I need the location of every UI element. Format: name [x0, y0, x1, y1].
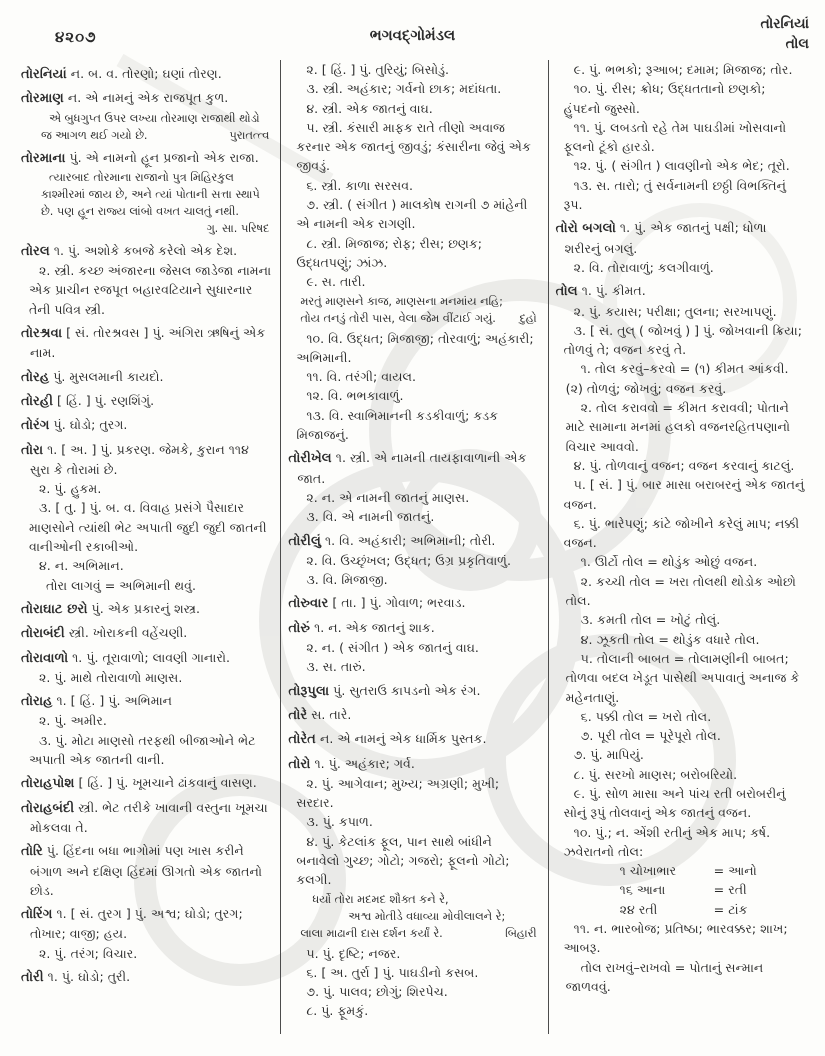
- dictionary-entry: [21, 967, 271, 987]
- definition-text: ૧૧. ન. ભારબોજ; પ્રતિષ્ઠા; ભારવક્કર; શાખ; આબરૂ.: [563, 921, 788, 956]
- definition-text: ૧૨. વિ. ભભકાવાળું.: [306, 388, 404, 404]
- definition-text: ૧. [ સં. તુરગ ] પું. અશ્વ; ઘોડો; તુરગ; તોખાર; વાજી; હય.: [30, 906, 243, 942]
- sense-item: [288, 570, 538, 589]
- sense-item: [556, 302, 806, 321]
- definition-text: તોલ રાખવું–રાખવો = પોતાનું સન્માન જાળવવું.: [565, 959, 764, 994]
- verse-quote: [296, 293, 536, 327]
- headword: તોરેત: [288, 732, 316, 748]
- sense-item: [556, 321, 806, 360]
- text-line: [556, 842, 806, 861]
- headword: તોરે: [288, 707, 308, 723]
- guide-word-last: તોલ: [785, 36, 809, 52]
- definition-text: સ. તારે.: [311, 706, 352, 722]
- headword: તોરશ્રવા: [21, 326, 63, 342]
- definition-text: ૨. વિ. તોરાવાળું; કલગીવાળું.: [573, 259, 714, 275]
- dictionary-entry: [21, 648, 271, 668]
- dictionary-entry: [556, 281, 806, 301]
- definition-text: [ તા. ] પું. ગોવાળ; ભરવાડ.: [332, 595, 466, 611]
- column-2: [281, 58, 547, 1048]
- sense-item: [21, 261, 271, 319]
- definition-text: ૬. [ અ. તુર્રા ] પું. પાઘડીનો કસબ.: [306, 964, 479, 980]
- headword: તોરા: [21, 442, 44, 458]
- sense-item: [288, 1001, 538, 1020]
- headword: તોરિ: [21, 844, 43, 860]
- definition-text: ૨. ન. ( સંગીત ) એક જાતનું વાઘ.: [306, 640, 479, 656]
- table-left-cell: ૧ ચોખાભાર: [619, 863, 677, 879]
- definition-text: ન. બ. વ. તોરણો; ઘણાં તોરણ.: [70, 66, 222, 81]
- dictionary-entry: [21, 148, 271, 168]
- definition-text: ૩. વિ. એ નામની જાતનું.: [306, 509, 435, 525]
- verse-line: ધર્યો તોરા મદમદ શૌક્ત કને રે,: [312, 892, 449, 906]
- definition-text: ૮. પું. સરખો માણસ; બરોબરિયો.: [573, 766, 738, 782]
- definition-text: ૮. સ્ત્રી. મિજાજ; રોફ; રીસ; છણક; ઉદ્ધતપણું; ઝાંઝ.: [296, 235, 483, 270]
- guide-word-first: તોરનિયાં: [760, 16, 809, 32]
- definition-text: ૫. [ સં. ] પું. બાર માસા બરાબરનું એક જાતનું વજન.: [563, 477, 805, 512]
- definition-text: ૭. પૂરી તોલ = પૂરેપૂરો તોલ.: [580, 728, 721, 744]
- dictionary-entry: [21, 88, 271, 108]
- sense-item: [288, 99, 538, 118]
- definition-text: ૧૧. વિ. તરંગી; વાયલ.: [306, 369, 417, 385]
- sense-item: [556, 784, 806, 823]
- verse-line: મરતું માણસને કાજ, માણસના મનમાંય નહિ;: [300, 294, 503, 308]
- definition-text: ૧. વિ. અહંકારી; અભિમાની; તોરી.: [324, 532, 496, 548]
- headword: તોરાહપોશ: [21, 776, 75, 792]
- sense-item: [21, 944, 271, 963]
- definition-text: ૨. પું. માથે તોરાવાળો માણસ.: [39, 669, 183, 685]
- definition-text: ૧. [ અ. ] પું. પ્રકરણ. જેમકે, કુરાન ૧૧૪ સુરા કે તોરામાં છે.: [30, 441, 249, 477]
- definition-text: ૩. સ. તારું.: [306, 659, 366, 675]
- definition-text: સ્ત્રી. ભેટ તરીકે ખાવાની વસ્તુના ખૂમચા મોકલવા તે.: [30, 799, 268, 835]
- definition-text: ૧. ન. એક જાતનું શાક.: [314, 619, 435, 635]
- sense-item: [556, 156, 806, 175]
- definition-text: [ સં. તોરશ્રવસ ] પું. અંગિરા ઋષિનું એક નામ.: [30, 325, 266, 361]
- definition-text: તોરા લાગવું = અભિમાની થવું.: [46, 577, 196, 593]
- column-1: [14, 58, 280, 1048]
- dictionary-entry: [288, 593, 538, 613]
- idiom-definition: [556, 572, 806, 611]
- sense-item: [288, 812, 538, 831]
- definition-text: ૧. સ્ત્રી. એ નામની તાયફાવાળાની એક જાત.: [297, 450, 527, 486]
- dictionary-entry: [288, 754, 538, 774]
- definition-text: ૫. તોલાની બાબત = તોલામણીની બાબત; તોળવા બદલ ખેડૂત પાસેથી અપાવાતું અનાજ કે મહેનતાણું.: [565, 650, 800, 705]
- headword: તોરો બગલો: [555, 221, 616, 237]
- dictionary-entry: [21, 440, 271, 480]
- sense-item: [21, 668, 271, 687]
- sense-item: [288, 944, 538, 963]
- definition-text: ૧. ઊર્ટો તોલ = થોડુંક ઓછું વજન.: [580, 554, 758, 570]
- sense-item: [556, 823, 806, 842]
- definition-text: પું. હિંદના બધા ભાગોમાં પણ ખાસ કરીને બંગાળ અને દક્ષિણ હિંદમાં ઊગતો એક જાતનો છોડ.: [30, 843, 263, 898]
- headword: તોરહી: [21, 393, 54, 409]
- sense-item: [288, 195, 538, 234]
- guide-words: [760, 14, 809, 54]
- dictionary-entry: [288, 705, 538, 725]
- sense-item: [556, 745, 806, 764]
- definition-text: ૩. વિ. મિજાજી.: [306, 572, 388, 588]
- idiom-definition: [556, 610, 806, 629]
- dictionary-entry: [21, 691, 271, 711]
- verse-line: અશ્વ મોતીડે વધાવ્યા મોવીલાલને રે;: [348, 909, 506, 923]
- dictionary-entry: [288, 448, 538, 488]
- verse-line: લાલા માઢાની દાસ દર્શન કર્યાં રે.: [300, 926, 443, 940]
- definition-text: ૩. [ સં. તુલ્ ( જોખવું ) ] પું. જોખવાની ક્રિયા; તોળવું તે; વજન કરવું તે.: [563, 322, 802, 358]
- dictionary-entry: [288, 618, 538, 638]
- definition-text: ૬. પક્કી તોલ = ખરો તોલ.: [580, 708, 712, 724]
- table-left-cell: ૧૬ આના: [619, 882, 666, 898]
- definition-text: એ બુધગુપ્ત ઉપર લખ્યા તોરમાણ રાજાથી થોડો જ આગળ થઈ ગયો છે.: [41, 111, 260, 142]
- definition-text: ૧. પું. ઘોડો; તુરી.: [47, 968, 131, 984]
- sense-item: [288, 329, 538, 368]
- headword: તોરંગ: [21, 418, 50, 434]
- sense-item: [556, 456, 806, 475]
- definition-text: ૧૩. સ. તારો; તું સર્વનામની છઠ્ઠી વિભક્તિનું રૂપ.: [563, 177, 786, 213]
- sense-item: [556, 118, 806, 157]
- definition-text: ૧૨. પું. ( સંગીત ) લાવણીનો એક ભેદ; તૂરો.: [573, 158, 790, 174]
- definition-text: [ હિં. ] પું. ખૂમચાને ઢાંકવાનું વાસણ.: [78, 775, 257, 791]
- sense-item: [556, 79, 806, 118]
- headword: તોરી: [21, 969, 44, 985]
- definition-text: ૨. પું. અમીર.: [39, 713, 107, 729]
- idiom-definition: [556, 649, 806, 707]
- definition-text: ૧. પું. અહંકાર; ગર્વ.: [314, 755, 415, 771]
- headword: તોરો: [288, 756, 311, 772]
- definition-text: ૪. પું. કેટલાંક ફૂલ, પાન સાથે બાંધીને બનાવેલો ગુચ્છ; ગોટો; ગજરો; ફૂલનો ગોટો; કલગી.: [296, 833, 510, 888]
- definition-text: ૨. પું. આગેવાન; મુખ્ય; અગ્રણી; મુખી; સરદાર.: [296, 775, 500, 811]
- definition-text: ૪. સ્ત્રી. એક જાતનું વાઘ.: [306, 100, 433, 116]
- sense-item: [288, 832, 538, 890]
- dictionary-entry: [288, 729, 538, 749]
- dictionary-entry: [21, 391, 271, 411]
- definition-text: ૧. પું. એક જાતનું પક્ષી; ધોળા શરીરનું બગલું.: [564, 220, 767, 256]
- dictionary-entry: [21, 323, 271, 363]
- definition-text: ૧૦. વિ. ઉદ્ધત; મિજાજી; તોરવાળું; અહંકારી; અભિમાની.: [296, 330, 534, 365]
- table-right-cell: = આનો: [713, 863, 757, 879]
- definition-text: ૧. તોલ કરવું–કરવો = (૧) કીમત આંકવી. (૨) તોળવું; જોખવું; વજન કરવું.: [565, 361, 789, 396]
- verse-line: તોય તનડું તોરી પાસ, વેલા જેમ વીંટાઈ ગયું.: [300, 311, 496, 325]
- headword: તોરમાના: [21, 150, 66, 166]
- definition-text: ૨. વિ. ઉચ્છૃંખલ; ઉદ્ધત; ઉગ્ર પ્રકૃતિવાળું.: [306, 552, 511, 568]
- dictionary-entry: [21, 773, 271, 793]
- definition-text: ૪. ન. અભિમાન.: [39, 558, 124, 574]
- sense-item: [288, 507, 538, 526]
- definition-text: ૨. સ્ત્રી. કચ્છ અંજારના જેસલ જાડેજા નામના એક પ્રાચીન રજપૂત બહારવટિયાને સુધારનાર તેની પવિત્ર સ્ત્રી.: [29, 263, 272, 317]
- definition-text: ૩. પું. કપાળ.: [306, 814, 373, 830]
- dictionary-entry: [21, 367, 271, 387]
- definition-text: પું. ઘોડો; તુરગ.: [53, 417, 128, 433]
- definition-text: ન. એ નામનું એક રાજપૂત કુળ.: [67, 90, 229, 106]
- attribution: પુરાતત્ત્વ: [229, 128, 270, 142]
- definition-text: ૮. પું. ફૂમકું.: [306, 1003, 369, 1019]
- sense-item: [288, 406, 538, 445]
- headword: તોરનિયાં: [21, 67, 67, 82]
- sense-item: [288, 234, 538, 273]
- table-left-cell: ૨૪ રતી: [619, 901, 658, 917]
- definition-text: ૨. કચ્ચી તોલ = ખરા તોલથી થોડોક ઓછો તોલ.: [565, 573, 796, 609]
- headword: તોરૂપુલા: [288, 683, 330, 699]
- idiom-definition: [556, 707, 806, 726]
- citation-note: [41, 110, 269, 144]
- definition-text: ૫. સ્ત્રી. કંસારી માફક રાતે તીણો અવાજ કરનાર એક જાતનું જીવડું; કંસારીના જેવું એક જીવડું.: [296, 119, 531, 174]
- definition-text: ૨. [ હિં. ] પું. તુરિયું; બિસોડું.: [306, 62, 450, 77]
- sense-item: [556, 176, 806, 215]
- dictionary-entry: [21, 64, 271, 84]
- sense-item: [288, 551, 538, 570]
- sense-item: [21, 711, 271, 730]
- idiom-definition: [556, 552, 806, 571]
- definition-text: ૩. પું. મોટા માણસો તરફથી બીજાઓને ભેટ અપાતી એક જાતની વાની.: [29, 732, 256, 768]
- dictionary-entry: [21, 415, 271, 435]
- sense-item: [21, 556, 271, 575]
- weight-table-row: [556, 880, 806, 899]
- page-header: [0, 10, 825, 60]
- sense-item: [556, 258, 806, 277]
- dictionary-entry: [21, 841, 271, 900]
- definition-text: [ હિં. ] પું. રણશિંગું.: [57, 392, 155, 408]
- definition-text: ૨. પું. કયાસ; પરીક્ષા; તુલના; સરખાપણું.: [573, 303, 777, 319]
- definition-text: સ્ત્રી. ખોરાકની વહેંચણી.: [68, 625, 188, 641]
- dictionary-entry: [288, 681, 538, 701]
- citation-note: [41, 169, 269, 237]
- sense-item: [288, 982, 538, 1001]
- sense-item: [288, 774, 538, 813]
- headword: તોરાવાળો: [21, 650, 69, 666]
- headword: તોરિંગ: [21, 907, 53, 923]
- sense-item: [556, 765, 806, 784]
- text-columns: [14, 58, 815, 1048]
- sense-item: [556, 514, 806, 553]
- sense-item: [288, 638, 538, 657]
- sense-item: [21, 479, 271, 498]
- definition-text: ૧૧. પું. લબડતો રહે તેમ પાઘડીમાં ખોસવાનો ફૂલનો ટૂંકો હારડો.: [563, 119, 787, 155]
- headword: તોરાહબંદી: [21, 800, 75, 816]
- sense-item: [288, 272, 538, 291]
- definition-text: ૪. ઝૂકતી તોલ = થોડુંક વધારે તોલ.: [580, 631, 760, 647]
- definition-text: ૭. પું. પાલવ; છોગું; શિરપેચ.: [306, 984, 448, 1000]
- definition-text: ૩. સ્ત્રી. અહંકાર; ગર્વનો છાક; મદાંધતા.: [306, 81, 502, 97]
- definition-text: ૨. તોલ કરાવવો = કીમત કરાવવી; પોતાને માટે સામાના મનમાં હલકો વજનરહિતપણાનો વિચાર આવવો.: [565, 400, 791, 454]
- attribution: બિહારી: [505, 926, 537, 940]
- headword: તોરહ: [21, 369, 50, 385]
- definition-text: ૧. પું. તૂરાવાળો; લાવણી ગાનારો.: [72, 649, 231, 665]
- headword: તોરીખેલ: [288, 451, 332, 467]
- weight-table-row: [556, 861, 806, 880]
- definition-text: ૪. પું. તોળવાનું વજન; વજન કરવાનું કાટલું.: [573, 457, 795, 473]
- definition-text: ઝવેરાતનો તોલ:: [563, 843, 644, 859]
- definition-text: ૨. ન. એ નામની જાતનું માણસ.: [306, 489, 470, 505]
- page-number: ૪૨૦૭: [55, 28, 97, 46]
- sense-item: [288, 657, 538, 676]
- definition-text: ૯. સ. તારી.: [306, 274, 366, 290]
- definition-text: ૫. પું. દૃષ્ટિ; નજર.: [306, 945, 401, 961]
- headword: તોરમાણ: [21, 91, 64, 107]
- definition-text: ૩. [ તુ. ] પું. બ. વ. વિવાહ પ્રસંગે પૈસાદાર માણસોને ત્યાંથી ભેટ અપાતી જુદી જુદી જાતની વાનીઓની રકાબીઓ.: [29, 500, 267, 555]
- headword: તોલ: [555, 284, 578, 300]
- definition-text: ૨. પું. હુકમ.: [39, 481, 102, 497]
- table-right-cell: = ટાંક: [713, 901, 748, 917]
- dictionary-entry: [556, 218, 806, 258]
- sense-item: [288, 963, 538, 982]
- column-3: [549, 58, 815, 1048]
- dictionary-entry: [21, 904, 271, 944]
- idiom-definition: [556, 359, 806, 398]
- dictionary-entry: [288, 531, 538, 551]
- headword: તોરલ: [21, 243, 50, 259]
- book-title: ભગવદ્ગોમંડલ: [369, 26, 456, 44]
- headword: તોરાઘાટ છરો: [21, 601, 88, 617]
- idiom-definition: [556, 398, 806, 456]
- definition-text: ૧૦. પું.; ન. એંશી રતીનું એક માપ; કર્ષ.: [573, 824, 771, 840]
- definition-text: પું. એ નામનો હૂન પ્રજાનો એક રાજા.: [69, 149, 259, 165]
- idiom-definition: [556, 630, 806, 649]
- definition-text: ત્યારબાદ તોરમાના રાજાનો પુત્ર મિહિરકુલ કાશ્મીરમાં જાય છે, અને ત્યાં પોતાની સત્તા સ્થાપે છે. પણ હૂન રાજ્ય લાંબો વખત ચાલતું નથી.: [41, 170, 260, 218]
- dictionary-entry: [21, 599, 271, 619]
- dictionary-entry: [21, 241, 271, 261]
- sense-item: [288, 488, 538, 507]
- definition-text: ૬. સ્ત્રી. કાળા સરસવ.: [306, 177, 414, 193]
- definition-text: ૧૦. પું. રીસ; ક્રોધ; ઉદ્ધતતાનો છણકો; હુંપદનો જુસ્સો.: [563, 81, 766, 116]
- sense-item: [556, 60, 806, 79]
- idiom-definition: [21, 576, 271, 595]
- definition-text: ૨. પું. તરંગ; વિચાર.: [39, 945, 138, 961]
- sense-item: [21, 731, 271, 770]
- sense-item: [288, 60, 538, 79]
- sense-item: [288, 118, 538, 176]
- definition-text: પું. એક પ્રકારનું શસ્ત્ર.: [91, 600, 201, 616]
- sense-item: [288, 386, 538, 405]
- headword: તોરાબંદી: [21, 626, 65, 642]
- attribution: ગુ. સા. પરિષદ: [206, 221, 270, 235]
- idiom-definition: [556, 958, 806, 997]
- table-right-cell: = રતી: [713, 882, 747, 898]
- definition-text: પું. મુસલમાની કાયદો.: [53, 368, 164, 384]
- definition-text: ૬. પું. ભારેપણું; કાંટે જોખીને કરેલું માપ; નક્કી વજન.: [563, 515, 800, 551]
- sense-item: [288, 176, 538, 195]
- sense-item: [21, 498, 271, 556]
- dictionary-entry: [21, 623, 271, 643]
- headword: તોરીલું: [288, 533, 321, 549]
- definition-text: ૯. પું. સોળ માસા અને પાંચ રતી બરોબરીનું સોનું રૂપું તોલવાનું એક જાતનું વજન.: [563, 785, 786, 821]
- definition-text: પું. સુતરાઉ કાપડનો એક રંગ.: [333, 682, 481, 698]
- headword: તોરાહ: [21, 694, 53, 710]
- definition-text: ૧. [ હિં. ] પું. અભિમાન: [56, 693, 173, 709]
- weight-table-row: [556, 900, 806, 919]
- idiom-definition: [556, 726, 806, 745]
- sense-item: [288, 79, 538, 98]
- dictionary-entry: [21, 798, 271, 838]
- verse-quote: [296, 891, 536, 942]
- definition-text: ૧. પું. કીમત.: [581, 283, 646, 299]
- definition-text: ન. એ નામનું એક ધાર્મિક પુસ્તક.: [319, 731, 487, 747]
- definition-text: ૧૩. વિ. સ્વાભિમાનની કડકીવાળું; કડક મિજાજનું.: [296, 407, 499, 443]
- sense-item: [556, 475, 806, 514]
- definition-text: ૯. પું. ભભકો; રૂઆબ; દમામ; મિજાજ; તોર.: [573, 62, 793, 77]
- sense-item: [556, 919, 806, 958]
- sense-item: [288, 367, 538, 386]
- headword: તોરુવાર: [288, 596, 329, 612]
- definition-text: ૧. પું. અશોકે કબજે કરેલો એક દેશ.: [53, 242, 238, 258]
- attribution: દુહો: [519, 311, 537, 325]
- definition-text: ૭. સ્ત્રી. ( સંગીત ) માલકોષ રાગની ૭ માંહેની એ નામની એક રાગણી.: [296, 197, 528, 232]
- definition-text: ૭. પું. માપિયું.: [573, 747, 644, 763]
- headword: તોરું: [288, 620, 311, 636]
- definition-text: ૩. કમતી તોલ = ખોટું તોલું.: [580, 612, 721, 628]
